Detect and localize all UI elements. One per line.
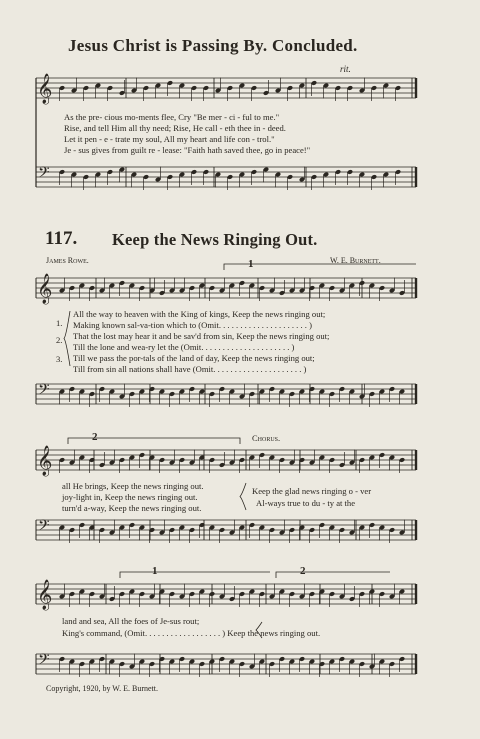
author: James Rowe. xyxy=(46,256,89,265)
volta-bracket-3b xyxy=(276,572,390,578)
system2-left-line-2: joy-light in, Keep the news ringing out. xyxy=(62,492,198,502)
system1-line-1: All the way to heaven with the King of kings, Keep the news ringing out; xyxy=(73,309,326,319)
system2-left-line-1: all He brings, Keep the news ringing out. xyxy=(62,481,204,491)
hymn-number: 117. xyxy=(45,228,78,249)
lyric-brace xyxy=(240,483,246,510)
system3-line-2: King's command, (Omit. . . . . . . . . . . . . . . . . . ) Keep the news ringing out. xyxy=(62,628,321,638)
bass-clef-icon: 𝄢 xyxy=(38,164,50,185)
treble-clef-icon: 𝄞 xyxy=(37,580,53,610)
ending-1-mark-system3: 1 xyxy=(152,565,158,577)
system3-line-1: land and sea, All the foes of Je-sus rout; xyxy=(62,616,200,626)
verse-number-1: 1. xyxy=(56,318,63,328)
page-title: Jesus Christ is Passing By. Concluded. xyxy=(68,36,358,55)
ending-2-mark-system3: 2 xyxy=(300,565,306,577)
bass-clef-icon: 𝄢 xyxy=(38,517,50,538)
verse-number-3: 3. xyxy=(56,354,63,364)
bass-clef-icon: 𝄢 xyxy=(38,381,50,402)
treble-clef-icon: 𝄞 xyxy=(37,274,53,304)
copyright: Copyright, 1920, by W. E. Burnett. xyxy=(46,684,158,693)
prev-hymn-verse-1: As the pre- cious mo-ments flee, Cry "Be mer - ci - ful to me." xyxy=(64,112,280,122)
system2-right-line-1: Keep the glad news ringing o - ver xyxy=(252,486,372,496)
hymn-title: Keep the News Ringing Out. xyxy=(112,230,318,249)
treble-clef-icon: 𝄞 xyxy=(37,74,53,104)
prev-hymn-verse-4: Je - sus gives from guilt re - lease: "Faith hath saved thee, go in peace!" xyxy=(64,145,311,155)
system1-line-2: Making known sal-va-tion which to (Omit. . . . . . . . . . . . . . . . . . . . . ) xyxy=(73,320,312,330)
ending-2-mark: 2 xyxy=(92,431,98,443)
system1-line-6: Till from sin all nations shall have (Omit. . . . . . . . . . . . . . . . . . . . . ) xyxy=(73,364,307,374)
chorus-label: Chorus. xyxy=(252,433,281,443)
prev-hymn-verse-3: Let it pen - e - trate my soul, All my heart and life con - trol." xyxy=(64,134,275,144)
tempo-mark: rit. xyxy=(340,64,351,74)
lyric-brace xyxy=(64,311,70,366)
prev-hymn-verse-2: Rise, and tell Him all thy need; Rise, He call - eth thee in - deed. xyxy=(64,123,286,133)
system1-line-3: That the lost may hear it and be sav'd from sin, Keep the news ringing out; xyxy=(73,331,330,341)
system2-left-line-3: turn'd a-way, Keep the news ringing out. xyxy=(62,503,202,513)
bass-clef-icon: 𝄢 xyxy=(38,651,50,672)
treble-clef-icon: 𝄞 xyxy=(37,446,53,476)
composer: W. E. Burnett. xyxy=(330,256,381,265)
verse-number-2: 2. xyxy=(56,335,63,345)
system2-right-line-2: Al-ways true to du - ty at the xyxy=(256,498,356,508)
system1-line-5: Till we pass the por-tals of the land of day, Keep the news ringing out; xyxy=(73,353,315,363)
system1-line-4: Till the lone and wea-ry let the (Omit. . . . . . . . . . . . . . . . . . . . . ) xyxy=(73,342,295,352)
volta-bracket-3a xyxy=(120,572,270,578)
ending-1-mark: 1 xyxy=(248,258,254,270)
